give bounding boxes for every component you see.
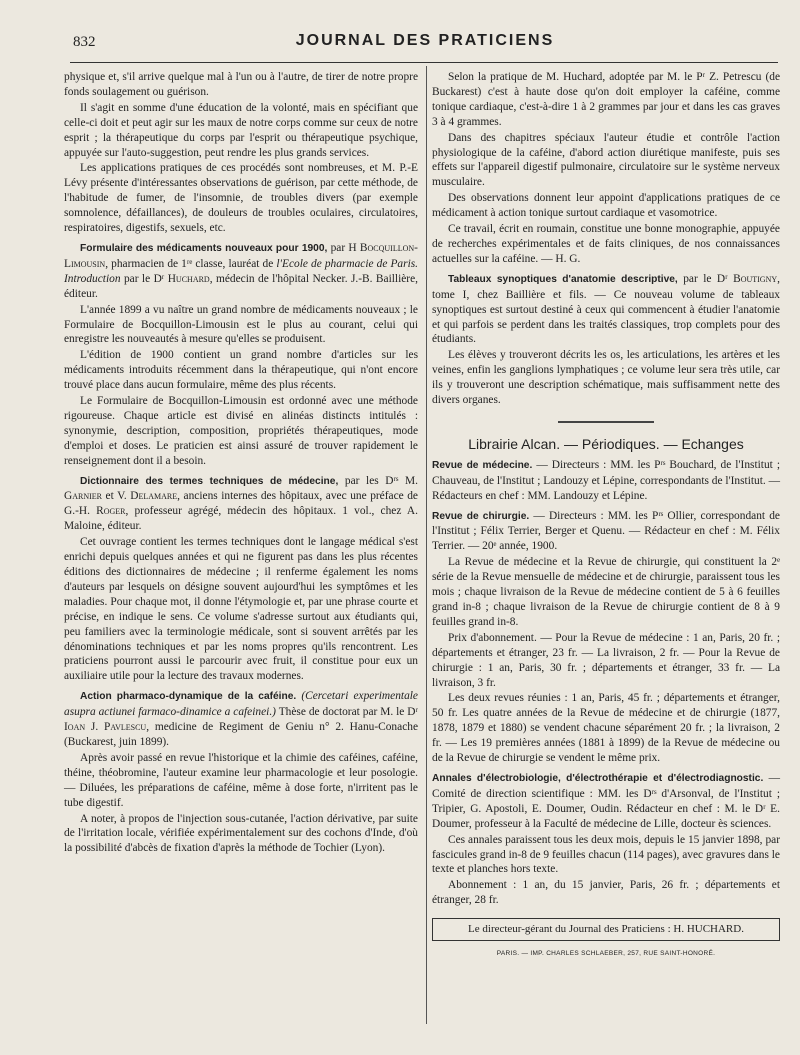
author-name: Ioan J. Pavlescu <box>64 721 147 734</box>
intro-paragraph: physique et, s'il arrive quelque mal à l'un ou à l'autre, de tirer de notre propre fonds soulagement ou guérison. <box>64 71 418 98</box>
review-paragraph: L'année 1899 a vu naître un grand nombre de médicaments nouveaux ; le Formulaire de Bocquillon-Limousin est le plus au courant, celui qui enregistre les nouveautés à mesure qu'elles se produisent. <box>64 303 418 346</box>
author-name: Boutigny <box>733 272 778 285</box>
cafeine-entry: Action pharmaco-dynamique de la caféine. (Cercetari experimentale asupra actiunei farmaco-dinamice a cafeinei.) Thèse de doctorat par M. le Dʳ Ioan J. Pavlescu, medicine de Regiment de Geniu n° 2. Hanu-Conache (Buckarest, juin 1899). <box>64 690 418 748</box>
review-paragraph: L'édition de 1900 contient un grand nombre d'articles sur les médicaments introduits récemment dans la thérapeutique, qui n'ont encore trouvé place dans aucun formulaire, même des plus récents. <box>64 349 418 392</box>
page-header <box>70 30 780 54</box>
tableaux-entry: Tableaux synoptiques d'anatomie descriptive, par le Dʳ Boutigny, tome I, chez Baillière et fils. — Ce nouveau volume de tableaux synoptiques est surtout destiné à ceux qui commencent à étudier l'anatomie et qui parfois se perdent dans les traités classiques, trop complets pour des étudiants. <box>432 272 781 346</box>
section-divider <box>558 421 654 423</box>
entry-title: Action pharmaco-dynamique de la caféine. <box>80 691 297 703</box>
page-number: 832 <box>73 34 96 50</box>
entry-title: Dictionnaire des termes techniques de médecine, <box>80 475 339 487</box>
author-name: Huchard <box>167 272 210 285</box>
entry-title: Tableaux synoptiques d'anatomie descriptive, <box>448 273 678 285</box>
entry-title: Formulaire des médicaments nouveaux pour 1900, <box>80 242 328 254</box>
review-paragraph: Ces annales paraissent tous les deux mois, depuis le 15 janvier 1898, par fascicules grand in-8 de 9 feuilles chacun (114 pages), avec gravures dans le texte et planches hors texte. <box>432 833 780 876</box>
author-name: Delamare <box>130 490 178 503</box>
left-column <box>64 70 418 857</box>
review-paragraph: Le Formulaire de Bocquillon-Limousin est ordonné avec une méthode rigoureuse. Chaque article est divisé en alinéas distincts intitulés : synonymie, description, composition, propriétés thérapeutiques, mode d'emploi et doses. Le praticien est ainsi assuré de trouver rapidement le renseignement dont il a besoin. <box>64 395 418 467</box>
right-column <box>432 70 780 962</box>
entry-title: Annales d'électrobiologie, d'électrothérapie et d'électrodiagnostic. <box>432 772 764 784</box>
review-paragraph: Ce travail, écrit en roumain, constitue une bonne monographie, appuyée de recherches expérimentales et de faits cliniques, de nos connaissances actuelles sur la caféine. — H. G. <box>432 223 780 265</box>
author-name: Garnier <box>64 490 103 503</box>
review-paragraph: Prix d'abonnement. — Pour la Revue de médecine : 1 an, Paris, 20 fr. ; départements et étranger, 23 fr. — La livraison, 2 fr. — Pour la Revue de chirurgie : 1 an, Paris, 30 fr. ; départements et étranger, 33 fr. — La livraison, 3 fr. <box>432 631 780 689</box>
printer-line: PARIS. — IMP. CHARLES SCHLAEBER, 257, RUE SAINT-HONORÉ. <box>496 950 716 958</box>
review-paragraph: Cet ouvrage contient les termes techniques dont le langage médical s'est enrichi depuis quelques années et qui ne figurent pas dans les plus récentes éditions des dictionnaires de médecine ; il renferme également les noms d'auteurs par lesquels on désigne souvent aujourd'hui les symptômes et les maladies. Pour chaque mot, il donne l'étymologie et, par une phrase courte et précise, en indique le sens. Ce volume s'adresse surtout aux étudiants qui, peu familiers avec la terminologie médicale, sont si souvent arrêtés par les dénominations techniques et par les noms propres qu'ils rencontrent. Les praticiens pourront aussi le parcourir avec fruit, il constitue pour eux un auxiliaire utile pour la lecture des travaux modernes. <box>64 536 418 683</box>
column-divider <box>426 66 427 1024</box>
library-heading: Librairie Alcan. — Périodiques. — Echanges <box>468 435 744 452</box>
review-paragraph: Abonnement : 1 an, du 15 janvier, Paris, 26 fr. ; départements et étranger, 28 fr. <box>432 879 780 907</box>
review-paragraph: Après avoir passé en revue l'historique et la chimie des caféines, caféine, théine, théobromine, l'auteur examine leur pharmacologie et leur posologie. — Diluées, les préparations de caféine, même à dose forte, n'irritent pas le tube digestif. <box>64 751 418 809</box>
review-paragraph: Dans des chapitres spéciaux l'auteur étudie et contrôle l'action physiologique de la caféine, d'abord action diurétique manifeste, puis ses effets sur l'appareil digestif pulmonaire, circulatoire sur le système nerveux musculaire. <box>432 131 780 189</box>
annales-entry: Annales d'électrobiologie, d'électrothérapie et d'électrodiagnostic. — Comité de direction scientifique : MM. les Dʳˢ d'Arsonval, de l'Institut ; Tripier, G. Apostoli, E. Doumer, Oudin. Rédacteur en chef : M. le Dʳ E. Doumer, professeur à la Faculté de médecine de Lille, docteur ès sciences. <box>432 771 780 830</box>
review-paragraph: Selon la pratique de M. Huchard, adoptée par M. le Pʳ Z. Petrescu (de Buckarest) c'est à haute dose qu'on doit employer la caféine, comme tonique cardiaque, c'est-à-dire 1 à 2 grammes par jour et dans les cas graves 3 à 4 grammes. <box>432 71 780 128</box>
review-paragraph: Les élèves y trouveront décrits les os, les articulations, les artères et les veines, enfin les ganglions lymphatiques ; ce volume leur sera très utile, car ils y trouveront une description schématique, mais suffisamment nette des divers organes. <box>432 349 780 407</box>
dictionnaire-entry: Dictionnaire des termes techniques de médecine, par les Dʳˢ M. Garnier et V. Delamare, anciens internes des hôpitaux, avec une préface de G.-H. Roger, professeur agrégé, médecin des hôpitaux. 1 vol., chez A. Maloine, éditeur. <box>64 474 418 533</box>
author-name: Roger <box>96 505 126 518</box>
review-paragraph: A noter, à propos de l'injection sous-cutanée, l'action dérivative, par suite de l'irritation locale, vérifiée expérimentalement sur des cochons d'Inde, d'où la possibilité d'abcès de fixation d'après la méthode de Tochier (Lyon). <box>64 812 418 855</box>
review-paragraph: La Revue de médecine et la Revue de chirurgie, qui constituent la 2ᵉ série de la Revue mensuelle de médecine et de chirurgie, paraissent tous les mois ; chaque livraison de la Revue de médecine contient de 5 à 6 feuilles grand in-8 ; chaque livraison de la Revue de chirurgie contient de 8 à 9 feuilles grand in-8. <box>432 556 780 628</box>
revue-chirurgie-entry: Revue de chirurgie. — Directeurs : MM. les Pʳˢ Ollier, correspondant de l'Institut ; Félix Terrier, Berger et Quenu. — Rédacteur en chef : M. Félix Terrier. — 20ᵉ année, 1900. <box>432 509 780 553</box>
director-box: Le directeur-gérant du Journal des Praticiens : H. HUCHARD. <box>432 918 780 941</box>
review-paragraph: Des observations donnent leur appoint d'applications pratiques de ce médicament à action tonique surtout cardiaque et vasomotrice. <box>432 192 780 220</box>
formulaire-entry: Formulaire des médicaments nouveaux pour 1900, par H Bocquillon-Limousin, pharmacien de 1ʳᵉ classe, lauréat de l'Ecole de pharmacie de Paris. Introduction par le Dʳ Huchard, médecin de l'hôpital Necker. J.-B. Baillière, éditeur. <box>64 241 419 300</box>
review-paragraph: Les deux revues réunies : 1 an, Paris, 45 fr. ; départements et étranger, 50 fr. Les quatre années de la Revue de médecine et de chirurgie (1877, 1878, 1879 et 1880) se vendent chacune séparément 20 fr. ; la livraison, 2 fr. — Les 19 premières années (1881 à 1899) de la Revue de médecine ou de la Revue de chirurgie se vendent le même prix. <box>432 692 780 765</box>
intro-paragraph: Il s'agit en somme d'une éducation de la volonté, mais en spécifiant que celle-ci doit et peut agir sur les maux de notre corps comme sur ceux de notre esprit ; la thérapeutique du corps par l'esprit ou thérapeutique psychique, appuyée sur l'auto-suggestion, peut rendre les plus grands services. <box>64 101 418 159</box>
journal-title: JOURNAL DES PRATICIENS <box>295 32 555 49</box>
revue-medecine-entry: Revue de médecine. — Directeurs : MM. les Pʳˢ Bouchard, de l'Institut ; Chauveau, de l'Institut ; Landouzy et Lépine, correspondants de l'Institut. — Rédacteurs en chef : MM. Landouzy et Lépine. <box>432 458 780 502</box>
entry-title: Revue de chirurgie. <box>432 510 530 522</box>
entry-title: Revue de médecine. <box>432 459 533 471</box>
author-name: Bocquillon-Limousin <box>64 241 418 270</box>
intro-paragraph: Les applications pratiques de ces procédés sont nombreuses, et M. P.-E Lévy présente d'intéressantes observations de guérison, par cette méthode, de l'habitude de fumer, de l'insomnie, de troubles divers (par exemple somnolence, défaillances), de douleurs de troubles oculaires, circulatoires, respiratoires, digestifs, sexuels, etc. <box>64 162 418 235</box>
header-rule <box>70 62 778 63</box>
